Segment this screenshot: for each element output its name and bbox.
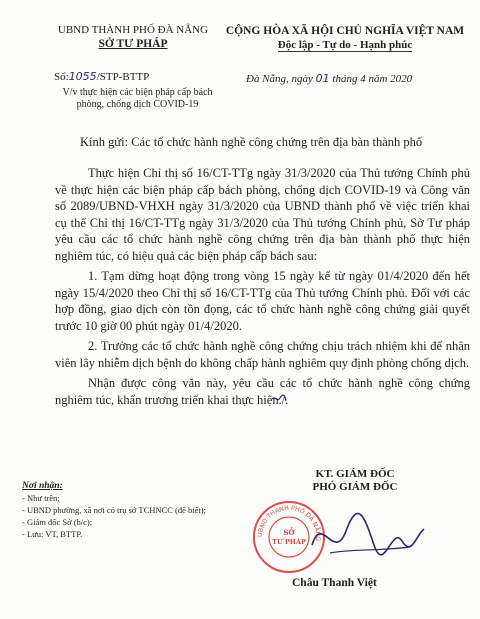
document-number <box>54 70 149 83</box>
recipient-item: - Như trên; <box>22 493 60 503</box>
issuer-dept: SỞ TƯ PHÁP <box>98 38 168 50</box>
recipient-item: - UBND phường, xã nơi có trụ sở TCHNCC (để biết); <box>22 505 206 515</box>
national-header <box>220 24 470 52</box>
doc-no-suffix: /STP-BTTP <box>96 71 150 83</box>
document-body <box>55 165 470 412</box>
paragraph-item-1: 1. Tạm dừng hoạt động trong vòng 15 ngày kể từ ngày 01/4/2020 đến hết ngày 15/4/2020 theo Chỉ thị số 16/CT-TTg của Thủ tướng Chính phủ. Đối với các hợp đồng, giao dịch còn tồn đọng, các tổ chức hành nghề công chứng giải quyết trước 10 giờ 00 phút ngày 01/4/2020. <box>55 269 470 333</box>
paragraph-intro: Thực hiện Chỉ thị số 16/CT-TTg ngày 31/3/2020 của Thủ tướng Chính phủ về thực hiện các biện pháp cấp bách phòng, chống dịch COVID-19 và Công văn số 2089/UBND-VHXH ngày 31/3/2020 của UBND thành phố về việc triển khai cụ thể Chỉ thị 16/CT-TTg ngày 31/3/2020 của Thủ tướng Chính phủ, Sở Tư pháp yêu cầu các tổ chức hành nghề công chứng trên địa bàn thành phố thực hiện nghiêm túc, có hiệu quả các biện pháp cấp bách sau: <box>55 166 470 263</box>
document-subject: V/v thực hiện các biện pháp cấp bách phòng, chống dịch COVID-19 <box>62 87 213 110</box>
handwritten-signature <box>300 505 430 575</box>
paragraph-closing: Nhận được công văn này, yêu cầu các tổ chức hành nghề công chứng nghiêm túc, khẩn trương triển khai thực hiện./. <box>55 376 470 407</box>
signature-block <box>270 468 440 494</box>
greeting: Kính gửi: Các tổ chức hành nghề công chứng trên địa bàn thành phố <box>80 135 423 149</box>
signer-name: Châu Thanh Việt <box>292 577 377 589</box>
paragraph-item-2: 2. Trưởng các tổ chức hành nghề công chứng chịu trách nhiệm khi để nhân viên lây nhiễm dịch bệnh do không chấp hành nghiêm quy định phòng chống dịch. <box>55 339 470 370</box>
doc-no-handwritten: 1055 <box>68 70 97 83</box>
recipients-title: Nơi nhận: <box>22 481 63 491</box>
stamp-ring-text: UBND THÀNH PHỐ ĐÀ NẴNG <box>256 504 322 542</box>
handwritten-initial-mark <box>271 393 287 405</box>
recipient-item: - Giám đốc Sở (b/c); <box>22 517 93 527</box>
issuer-org: UBND THÀNH PHỐ ĐÀ NẴNG <box>57 24 209 36</box>
doc-no-prefix: Số: <box>54 71 69 83</box>
national-motto: Độc lập - Tự do - Hạnh phúc <box>277 39 413 51</box>
date-prefix: Đà Nẵng, ngày <box>246 73 313 85</box>
signer-title-1: KT. GIÁM ĐỐC <box>315 468 395 480</box>
svg-text:TƯ PHÁP: TƯ PHÁP <box>272 538 306 546</box>
date-day-handwritten: 01 <box>315 72 330 85</box>
svg-text:SỞ: SỞ <box>283 528 295 537</box>
date-suffix: tháng 4 năm 2020 <box>332 73 413 85</box>
signer-title-2: PHÓ GIÁM ĐỐC <box>312 481 398 493</box>
document-date <box>246 72 412 85</box>
recipient-item: - Lưu: VT, BTTP. <box>22 529 83 539</box>
issuer-header <box>38 24 228 51</box>
nation-title: CỘNG HÒA XÃ HỘI CHỦ NGHĨA VIỆT NAM <box>225 25 465 37</box>
recipients-block <box>22 480 252 540</box>
